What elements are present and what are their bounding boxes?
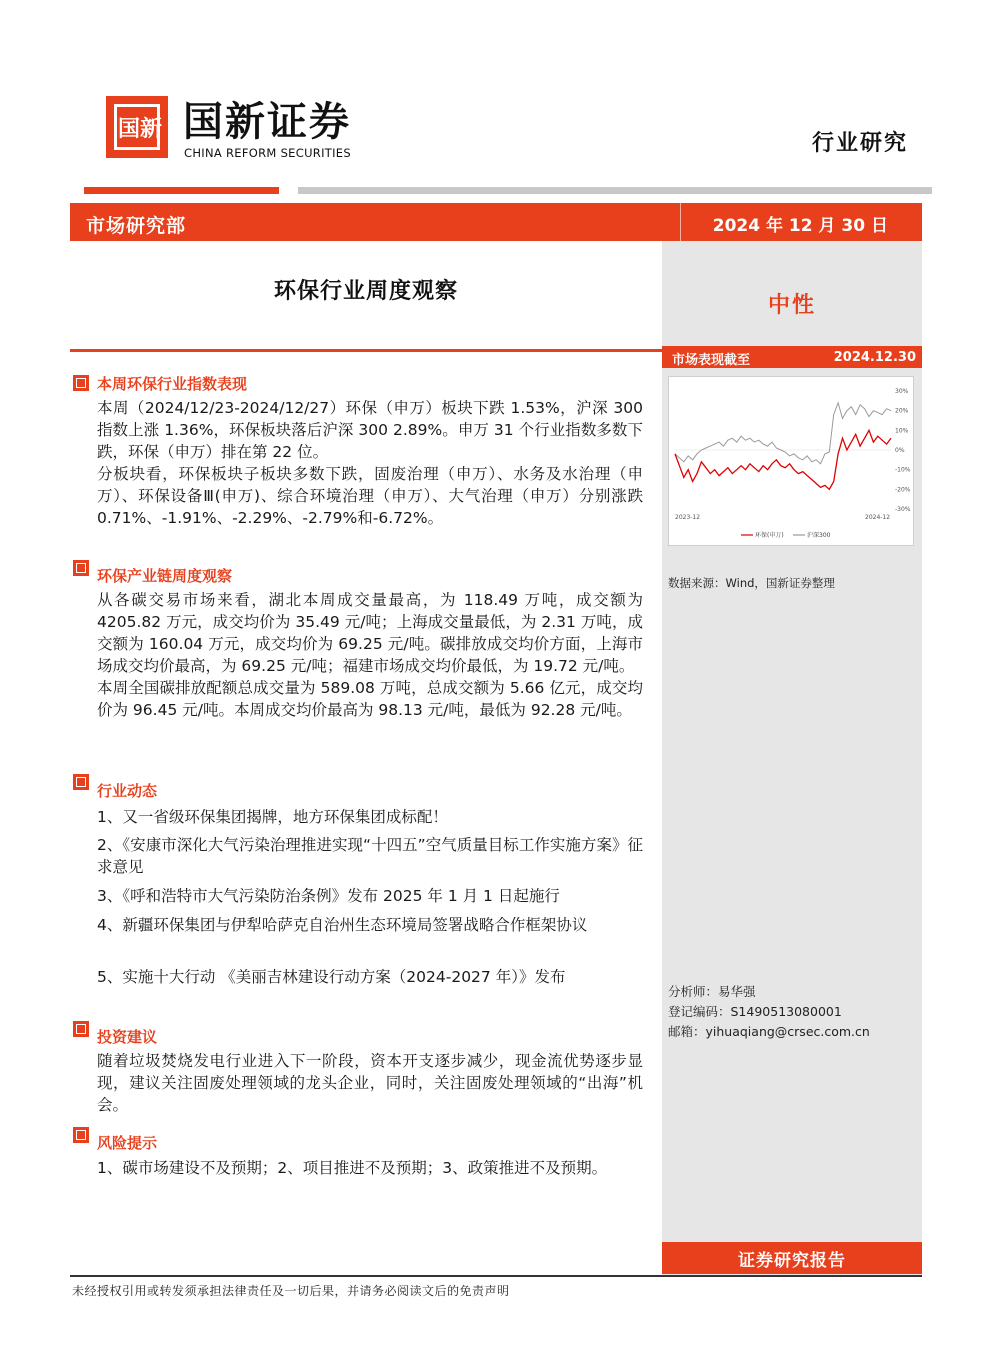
section-body-advice: 随着垃圾焚烧发电行业进入下一阶段，资本开支逐步减少，现金流优势逐步显现，建议关注固废处理领域的龙头企业，同时，关注固废处理领域的“出海”机会。 [97,1052,643,1114]
market-performance-label: 市场表现截至 [672,353,751,368]
y-tick-label: 10% [895,427,909,435]
chart-source: 数据来源：Wind，国新证券整理 [668,576,835,590]
report-title: 环保行业周度观察 [273,279,458,304]
y-tick-label: 20% [895,407,909,415]
y-tick-label: -30% [895,506,911,513]
paragraph: 本周（2024/12/23-2024/12/27）环保（申万）板块下跌 1.53%，沪深 300 指数上涨 1.36%，环保板块落后沪深 300 2.89%。申万 31 个行业指数多数下跌，环保（申万）排在第 22 位。 [97,399,643,461]
market-chart [668,376,914,546]
y-tick-label: 30% [895,388,909,395]
market-chart-svg [669,377,913,545]
report-date: 2024 年 12 月 30 日 [712,216,888,236]
logo-name-cn: 国新证券 [183,99,351,145]
paragraph: 分板块看，环保板块子板块多数下跌，固废治理（申万）、水务及水治理（申万）、环保设备Ⅲ(申万)、综合环境治理（申万）、大气治理（申万）分别涨跌 0.71%、-1.91%、-2.29%、-2.79%和-6.72%。 [97,465,643,527]
news-item: 4、新疆环保集团与伊犁哈萨克自治州生态环境局签署战略合作框架协议 [97,916,588,934]
department-name: 市场研究部 [86,215,187,237]
section-icon [73,774,89,790]
section-heading-index: 本周环保行业指数表现 [97,375,248,393]
section-heading-chain: 环保产业链周度观察 [97,567,233,585]
logo-mark [106,96,168,158]
paragraph: 从各碳交易市场来看，湖北本周成交量最高，为 118.49 万吨，成交额为 4205.82 万元，成交均价为 35.49 元/吨；上海成交量最低，为 2.31 万吨，成交额为 160.04 万元，成交均价为 69.25 元/吨。碳排放成交均价方面，上海市场成交均价最高，为 69.25 元/吨；福建市场成交均价最低，为 19.72 元/吨。 [97,591,643,675]
analyst-info [668,982,870,1042]
section-body-index [97,397,643,529]
section-heading-risk: 风险提示 [97,1134,158,1152]
legend-label: 沪深300 [807,532,831,539]
series-line-1 [675,403,891,464]
y-tick-label: -10% [895,466,911,474]
rating-label: 中性 [767,293,816,318]
news-item: 2、《安康市深化大气污染治理推进实现“十四五”空气质量目标工作实施方案》征求意见 [97,836,643,876]
report-type-label: 证券研究报告 [738,1251,846,1271]
x-tick-label: 2024-12 [865,514,891,521]
section-heading-advice: 投资建议 [97,1028,158,1046]
section-body-risk: 1、碳市场建设不及预期；2、项目推进不及预期；3、政策推进不及预期。 [97,1159,608,1177]
legend-label: 环保(申万) [755,532,784,539]
series-line-0 [675,430,891,489]
footer-divider [70,1275,922,1277]
banner-divider [680,203,681,241]
analyst-name: 分析师：易华强 [668,984,756,999]
document-type: 行业研究 [812,131,909,156]
section-icon [73,1127,89,1143]
news-item: 1、又一省级环保集团揭牌，地方环保集团成标配！ [97,808,448,826]
y-tick-label: 0% [895,447,905,454]
disclaimer: 未经授权引用或转发须承担法律责任及一切后果，并请务必阅读文后的免责声明 [72,1284,510,1298]
header-accent-bar [84,187,279,194]
section-body-chain [97,589,643,721]
market-performance-date: 2024.12.30 [833,350,916,365]
news-item: 5、实施十大行动 《美丽吉林建设行动方案（2024-2027 年）》发布 [97,968,566,986]
section-icon [73,375,89,391]
news-item: 3、《呼和浩特市大气污染防治条例》发布 2025 年 1 月 1 日起施行 [97,887,560,905]
analyst-email[interactable]: 邮箱：yihuaqiang@crsec.com.cn [668,1024,870,1039]
header-divider-bar [298,187,932,194]
logo-name-en: CHINA REFORM SECURITIES [184,146,351,160]
section-heading-news: 行业动态 [97,782,158,800]
paragraph: 本周全国碳排放配额总成交量为 589.08 万吨，总成交额为 5.66 亿元，成交均价为 96.45 元/吨。本周成交均价最高为 98.13 元/吨，最低为 92.28 元/吨。 [97,679,643,719]
section-icon [73,560,89,576]
analyst-reg-no: 登记编码：S1490513080001 [668,1004,842,1019]
x-tick-label: 2023-12 [675,514,701,521]
y-tick-label: -20% [895,486,911,494]
logo-glyph: 国新 [117,117,162,142]
section-icon [73,1021,89,1037]
